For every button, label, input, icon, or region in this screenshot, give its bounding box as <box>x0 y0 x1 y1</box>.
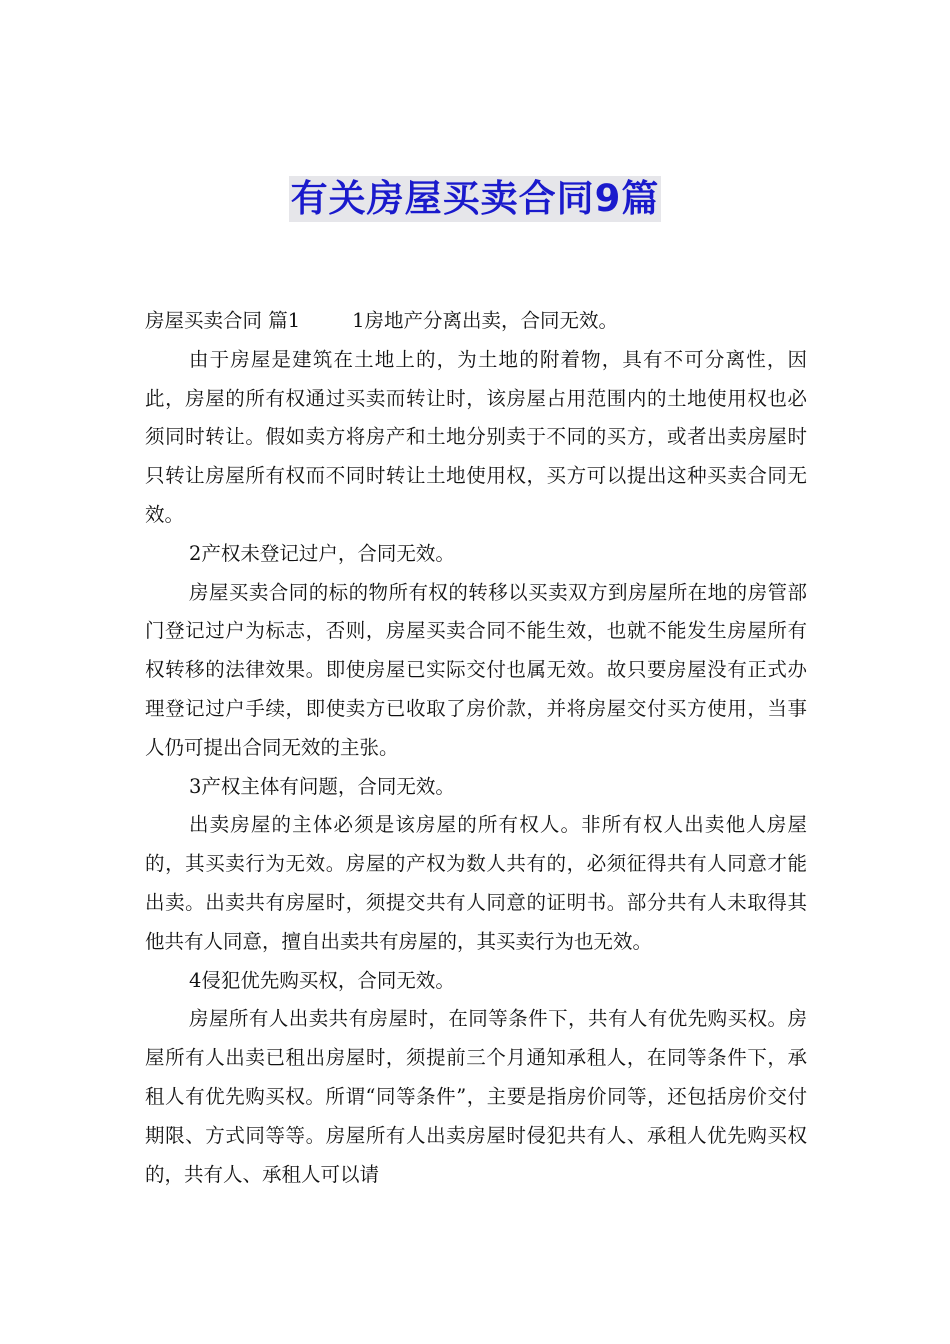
body-paragraph-4: 房屋所有人出卖共有房屋时，在同等条件下，共有人有优先购买权。房屋所有人出卖已租出房屋时，须提前三个月通知承租人，在同等条件下，承租人有优先购买权。所谓“同等条件”，主要是指房价同等，还包括房价交付期限、方式同等等。房屋所有人出卖房屋时侵犯共有人、承租人优先购买权的，共有人、承租人可以请 <box>145 1007 807 1186</box>
item-paragraph-1: 1房地产分离出卖，合同无效。 <box>352 309 619 332</box>
title-container <box>0 176 950 222</box>
section-first-line <box>145 302 807 341</box>
item-paragraph-4: 4侵犯优先购买权，合同无效。 <box>189 968 455 992</box>
item-paragraph-3: 3产权主体有问题，合同无效。 <box>189 774 455 798</box>
document-title: 有关房屋买卖合同9篇 <box>290 177 660 220</box>
document-body <box>145 302 807 1194</box>
section-heading: 房屋买卖合同 篇1 <box>145 309 301 332</box>
item-paragraph-2: 2产权未登记过户，合同无效。 <box>189 541 455 565</box>
body-paragraph-2: 房屋买卖合同的标的物所有权的转移以买卖双方到房屋所在地的房管部门登记过户为标志，否则，房屋买卖合同不能生效，也就不能发生房屋所有权转移的法律效果。即使房屋已实际交付也属无效。故只要房屋没有正式办理登记过户手续，即使卖方已收取了房价款，并将房屋交付买方使用，当事人仍可提出合同无效的主张。 <box>145 580 807 759</box>
body-paragraph-1: 由于房屋是建筑在土地上的，为土地的附着物，具有不可分离性，因此，房屋的所有权通过买卖而转让时，该房屋占用范围内的土地使用权也必须同时转让。假如卖方将房产和土地分别卖于不同的买方，或者出卖房屋时只转让房屋所有权而不同时转让土地使用权，买方可以提出这种买卖合同无效。 <box>145 347 807 526</box>
body-paragraph-3: 出卖房屋的主体必须是该房屋的所有权人。非所有权人出卖他人房屋的，其买卖行为无效。房屋的产权为数人共有的，必须征得共有人同意才能出卖。出卖共有房屋时，须提交共有人同意的证明书。部分共有人未取得其他共有人同意，擅自出卖共有房屋的，其买卖行为也无效。 <box>145 813 807 953</box>
